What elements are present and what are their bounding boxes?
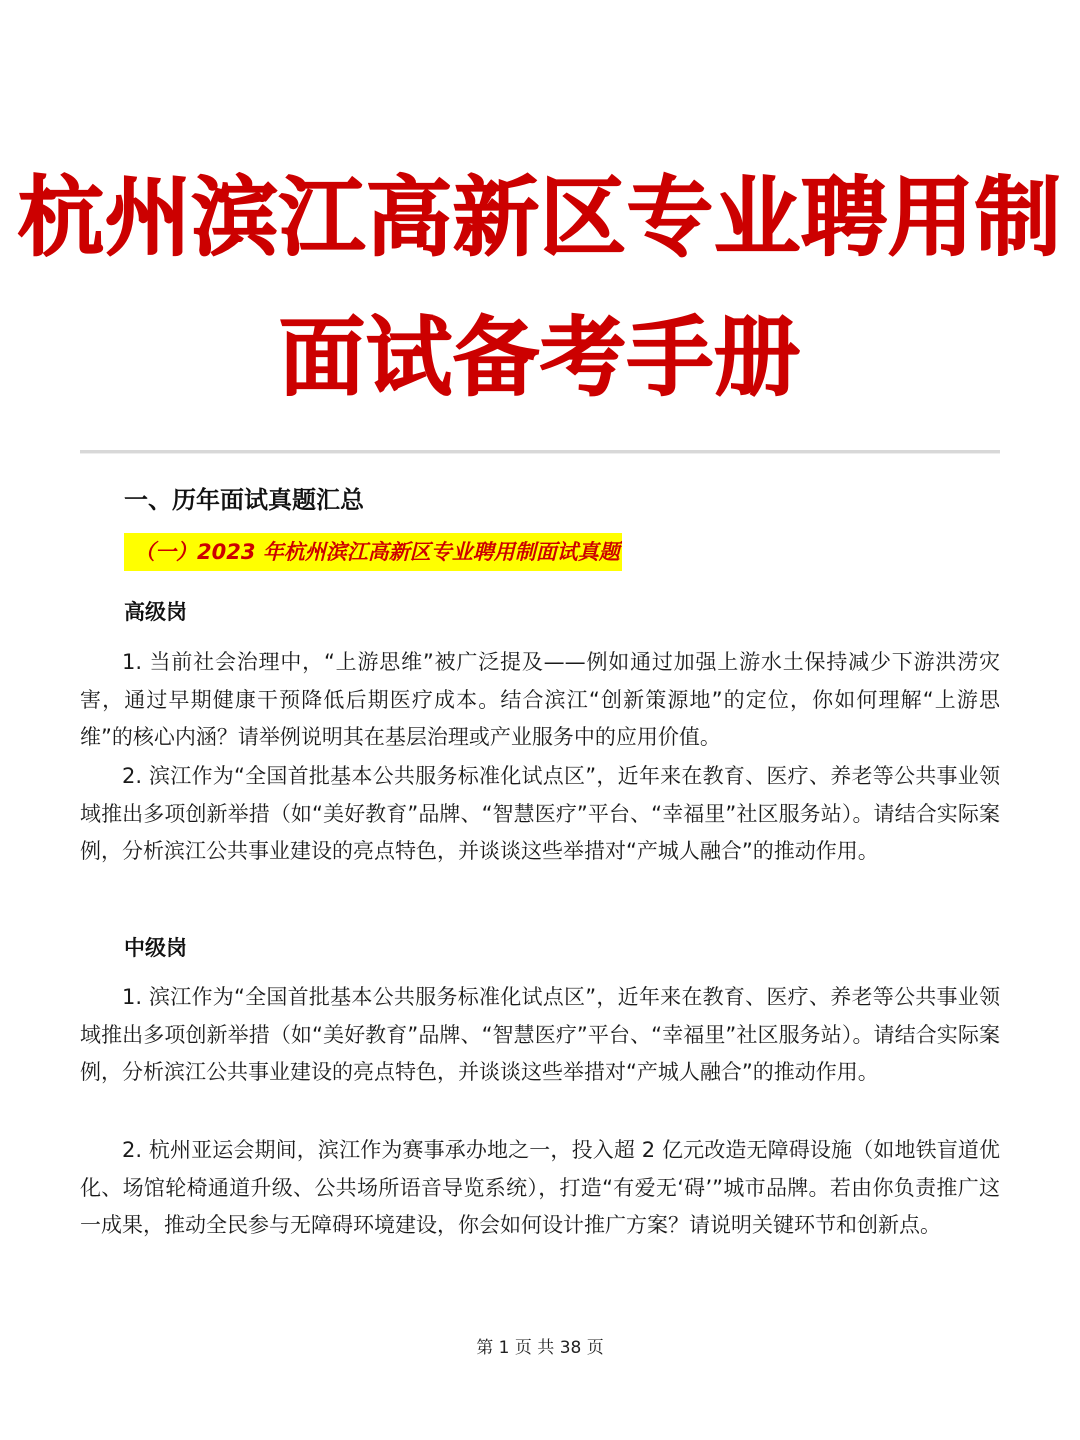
senior-question-1: 1. 当前社会治理中，“上游思维”被广泛提及——例如通过加强上游水土保持减少下游洪涝灾害，通过早期健康干预降低后期医疗成本。结合滨江“创新策源地”的定位，你如何理解“上游思维”的核心内涵？请举例说明其在基层治理或产业服务中的应用价值。 xyxy=(80,650,1000,749)
senior-question-2: 2. 滨江作为“全国首批基本公共服务标准化试点区”，近年来在教育、医疗、养老等公共事业领域推出多项创新举措（如“美好教育”品牌、“智慧医疗”平台、“幸福里”社区服务站）。请结合实际案例，分析滨江公共事业建设的亮点特色，并谈谈这些举措对“产城人融合”的推动作用。 xyxy=(80,764,1000,863)
senior-level-heading: 高级岗 xyxy=(124,600,187,624)
page-footer: 第 1 页 共 38 页 xyxy=(476,1338,604,1358)
subsection-heading: （一）2023 年杭州滨江高新区专业聘用制面试真题 xyxy=(124,533,622,571)
document-title-line-2: 面试备考手册 xyxy=(279,308,801,408)
section-heading: 一、历年面试真题汇总 xyxy=(124,486,364,514)
mid-level-heading: 中级岗 xyxy=(124,936,187,960)
mid-question-1: 1. 滨江作为“全国首批基本公共服务标准化试点区”，近年来在教育、医疗、养老等公共事业领域推出多项创新举措（如“美好教育”品牌、“智慧医疗”平台、“幸福里”社区服务站）。请结合实际案例，分析滨江公共事业建设的亮点特色，并谈谈这些举措对“产城人融合”的推动作用。 xyxy=(80,985,1000,1084)
mid-question-2: 2. 杭州亚运会期间，滨江作为赛事承办地之一，投入超 2 亿元改造无障碍设施（如地铁盲道优化、场馆轮椅通道升级、公共场所语音导览系统），打造“有爱无‘碍’”城市品牌。若由你负责推广这一成果，推动全民参与无障碍环境建设，你会如何设计推广方案？请说明关键环节和创新点。 xyxy=(80,1138,1000,1237)
divider xyxy=(80,450,1000,454)
document-title-line-1: 杭州滨江高新区专业聘用制 xyxy=(18,168,1062,268)
